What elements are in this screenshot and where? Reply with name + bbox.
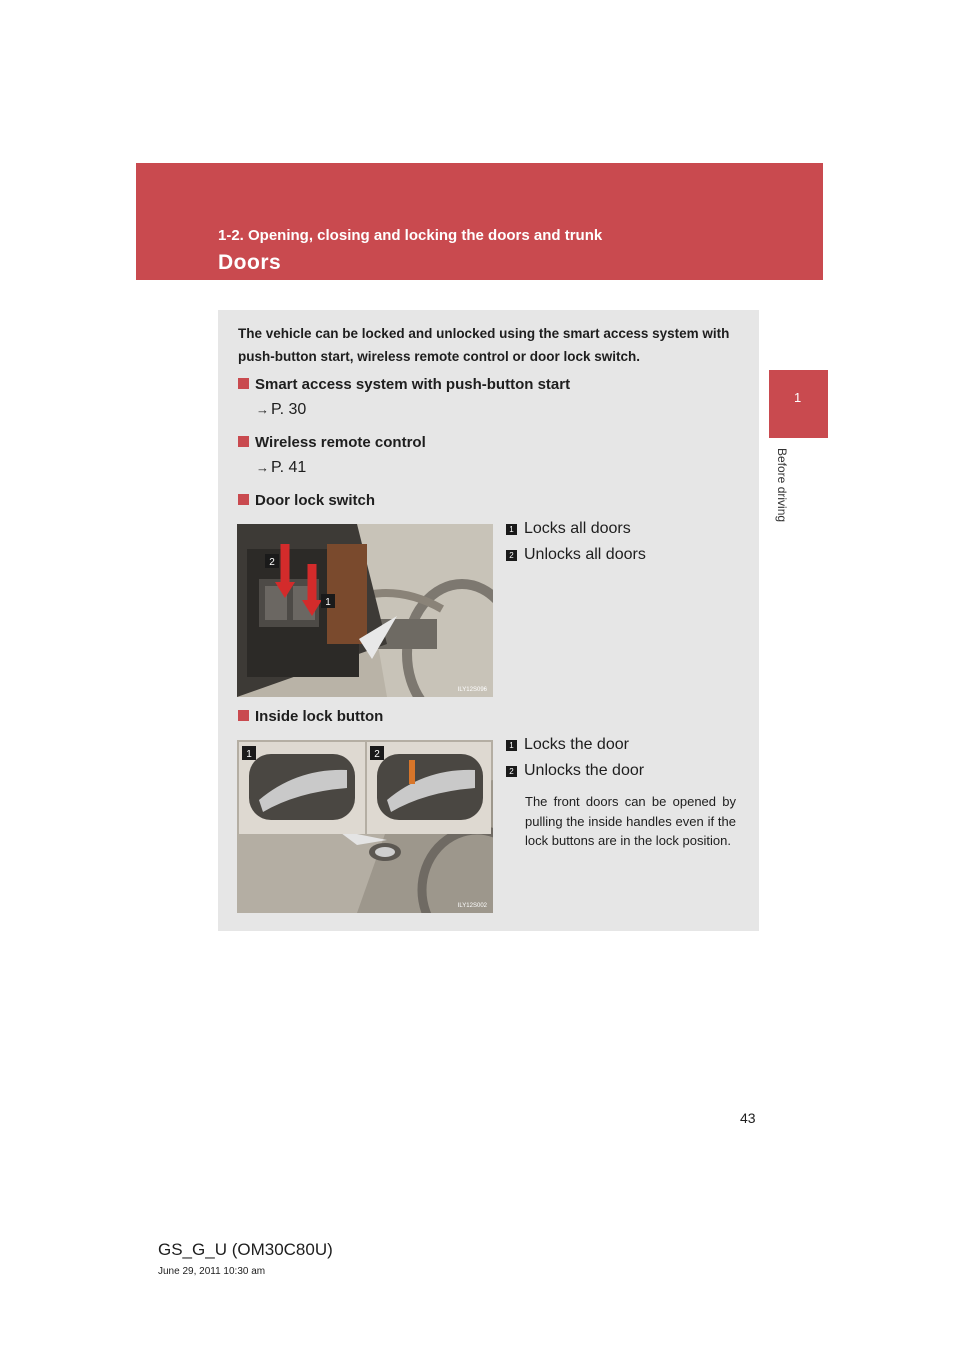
step-text: Locks the door	[524, 736, 629, 753]
note-text: The front doors can be opened by pulling the inside handles even if the lock buttons are in the lock position.	[525, 794, 736, 848]
chapter-name: Before driving	[775, 448, 789, 523]
square-bullet-icon	[238, 494, 249, 505]
heading-label: Inside lock button	[255, 708, 384, 725]
heading-label: Wireless remote control	[255, 434, 426, 451]
page-number: 43	[740, 1110, 756, 1126]
section-title: 1-2. Opening, closing and locking the doors and trunk	[218, 227, 603, 244]
page-reference-label: P. 41	[271, 459, 307, 476]
inside-lock-button-illustration	[237, 740, 493, 913]
step-text: Unlocks the door	[524, 762, 645, 779]
content-panel	[218, 310, 759, 931]
svg-text:2: 2	[269, 557, 275, 568]
svg-text:1: 1	[246, 749, 252, 760]
step-item	[506, 520, 631, 538]
square-bullet-icon	[238, 436, 249, 447]
page-reference-label: P. 30	[271, 401, 307, 418]
figure-code: ILY12S002	[457, 903, 487, 909]
heading-smart-access	[238, 376, 570, 393]
step-text: Unlocks all doors	[524, 546, 646, 563]
figure-code: ILY12S096	[457, 687, 487, 693]
chapter-tab	[769, 370, 828, 438]
step-number-badge: 2	[506, 766, 517, 777]
step-item	[506, 546, 646, 564]
step-item	[506, 762, 644, 780]
svg-text:1: 1	[325, 597, 331, 608]
heading-wireless-remote	[238, 434, 426, 451]
heading-inside-lock-button	[238, 708, 383, 725]
svg-text:2: 2	[374, 749, 380, 760]
square-bullet-icon	[238, 710, 249, 721]
door-lock-switch-illustration	[237, 524, 493, 697]
step-number-badge: 1	[506, 524, 517, 535]
arrow-right-icon: →	[256, 460, 269, 475]
chapter-header	[136, 163, 823, 280]
document-id: GS_G_U (OM30C80U)	[158, 1240, 333, 1259]
page-reference-link[interactable]	[256, 401, 306, 419]
heading-label: Smart access system with push-button start	[255, 376, 571, 393]
page-reference-link[interactable]	[256, 459, 306, 477]
step-number-badge: 1	[506, 740, 517, 751]
step-number-badge: 2	[506, 550, 517, 561]
heading-label: Door lock switch	[255, 492, 376, 509]
page-title: Doors	[218, 251, 282, 274]
arrow-right-icon: →	[256, 402, 269, 417]
chapter-number: 1	[794, 390, 802, 405]
intro-text: The vehicle can be locked and unlocked using the smart access system with push-button start, wireless remote control or door lock switch.	[238, 326, 730, 364]
step-item	[506, 736, 629, 754]
step-text: Locks all doors	[524, 520, 631, 537]
square-bullet-icon	[238, 378, 249, 389]
document-date: June 29, 2011 10:30 am	[158, 1266, 266, 1277]
heading-door-lock-switch	[238, 492, 375, 509]
